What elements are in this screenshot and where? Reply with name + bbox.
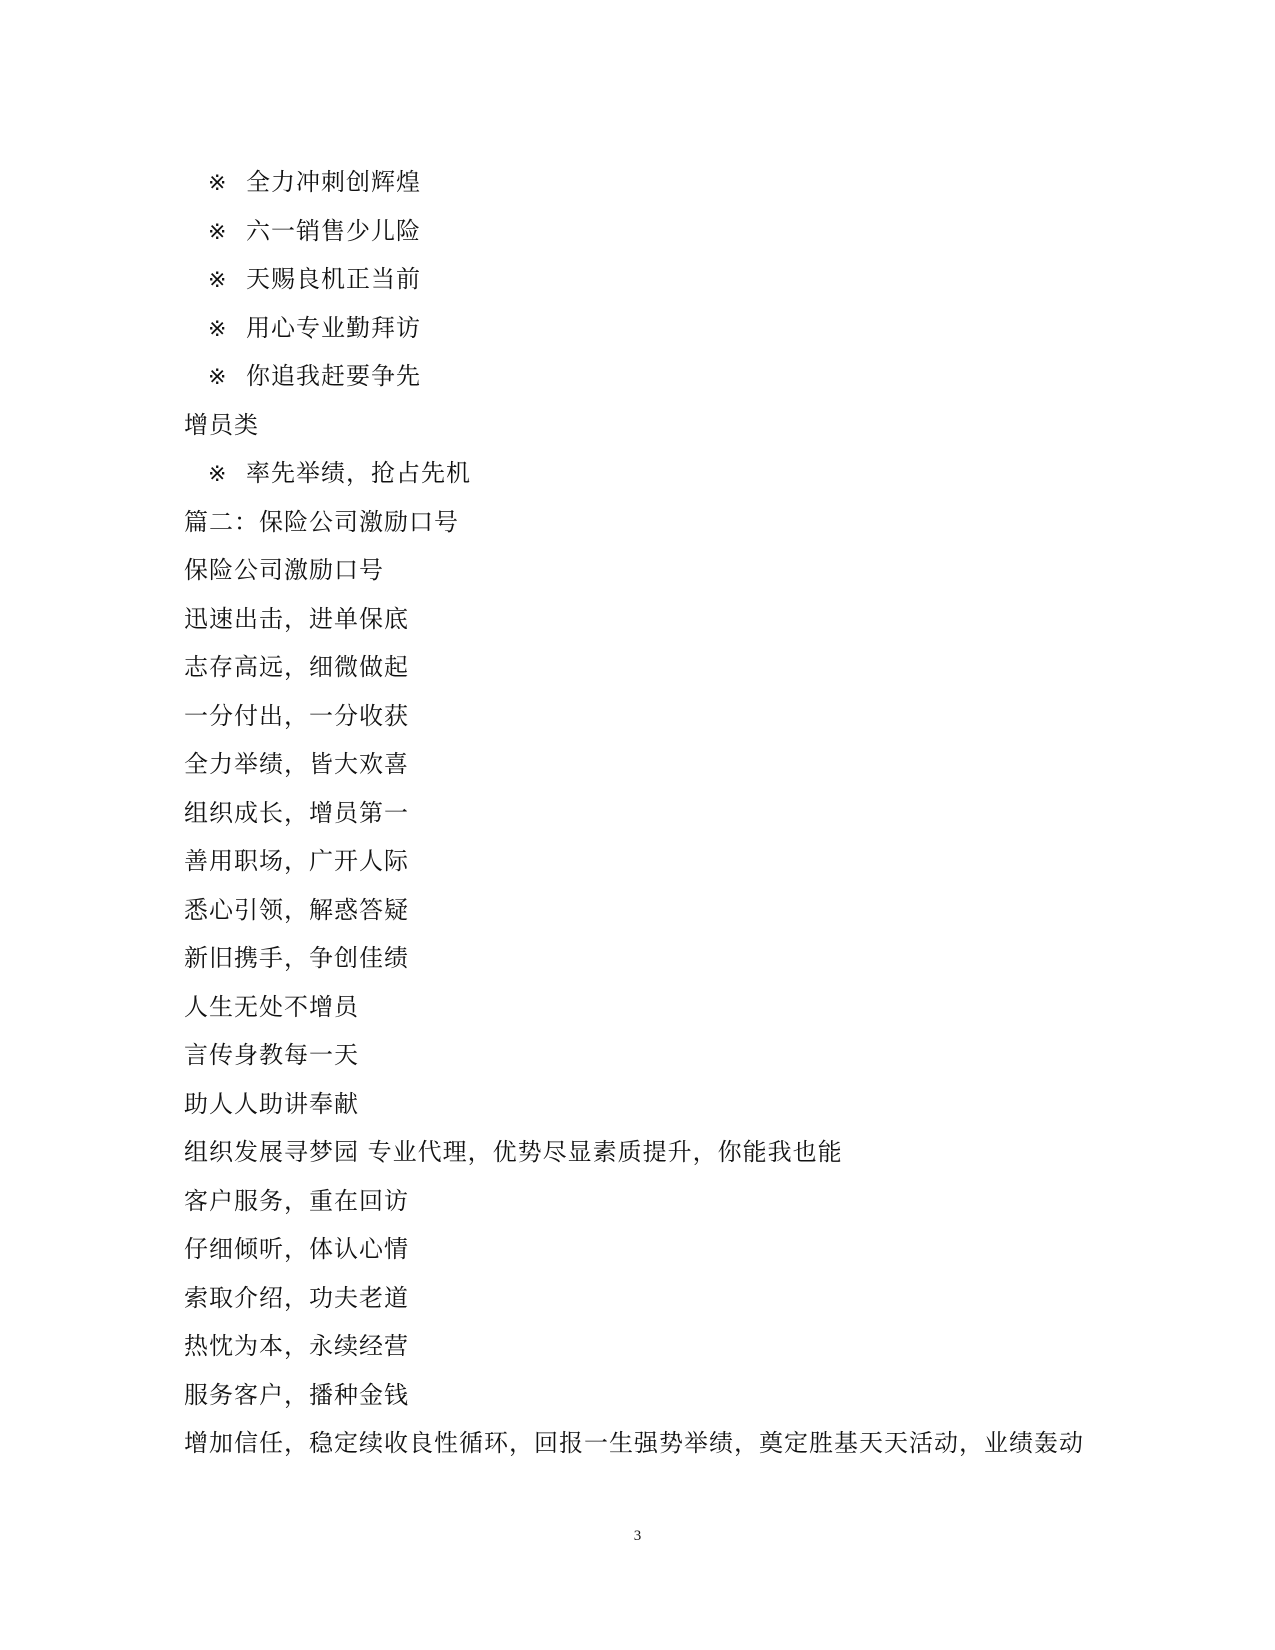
page-number: 3 [633,1528,642,1544]
text-line: 人生无处不增员 [184,992,359,1021]
bullet-text: 天赐良机正当前 [246,265,421,293]
text-line: 全力举绩，皆大欢喜 [184,750,409,778]
reference-mark-icon: ※ [208,219,228,245]
bullet-text: 你追我赶要争先 [246,362,421,390]
reference-mark-icon: ※ [208,316,228,342]
text-line: 增加信任，稳定续收良性循环，回报一生强势举绩，奠定胜基天天活动，业绩轰动 [184,1429,1084,1457]
bullet-text: 六一销售少儿险 [246,216,421,245]
category-heading: 增员类 [184,410,259,439]
reference-mark-icon: ※ [208,365,228,390]
text-line: 新旧携手，争创佳绩 [184,944,409,972]
text-line: 组织发展寻梦园 专业代理，优势尽显素质提升，你能我也能 [184,1138,843,1166]
reference-mark-icon: ※ [208,462,228,487]
text-line: 言传身教每一天 [184,1041,359,1069]
document-body [184,158,1144,1468]
text-line: 服务客户，播种金钱 [184,1380,409,1409]
bullet-line [184,304,1144,353]
text-line: 志存高远，细微做起 [184,653,409,681]
text-line: 善用职场，广开人际 [184,847,409,875]
section-title: 篇二：保险公司激励口号 [184,507,459,536]
text-line: 索取介绍，功夫老道 [184,1283,409,1312]
bullet-line [184,207,1144,256]
reference-mark-icon: ※ [208,171,228,196]
text-line: 仔细倾听，体认心情 [184,1235,409,1263]
text-line: 迅速出击，进单保底 [184,604,409,633]
bullet-text: 用心专业勤拜访 [246,313,421,342]
bullet-line [184,449,1144,498]
text-line: 客户服务，重在回访 [184,1186,409,1215]
text-line: 保险公司激励口号 [184,556,384,584]
text-line: 悉心引领，解惑答疑 [184,895,409,924]
bullet-text: 全力冲刺创辉煌 [246,168,421,196]
text-line: 一分付出，一分收获 [184,701,409,730]
bullet-line [184,352,1144,401]
text-line: 组织成长，增员第一 [184,798,409,827]
bullet-line [184,255,1144,304]
reference-mark-icon: ※ [208,268,228,293]
text-line: 热忱为本，永续经营 [184,1332,409,1360]
bullet-line [184,158,1144,207]
text-line: 助人人助讲奉献 [184,1089,359,1118]
bullet-text: 率先举绩，抢占先机 [246,459,471,487]
